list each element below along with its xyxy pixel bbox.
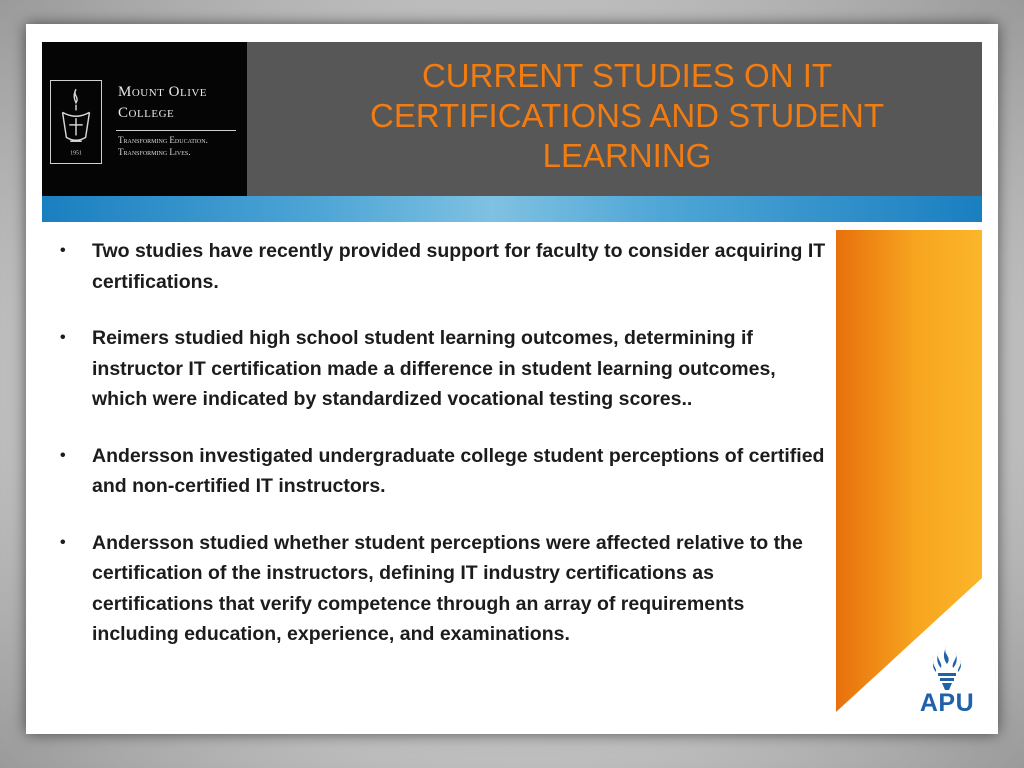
tagline-line-2: Transforming Lives. bbox=[118, 147, 191, 157]
college-name bbox=[118, 82, 240, 124]
bullet-item bbox=[56, 236, 831, 297]
college-name-line-1: Mount Olive bbox=[118, 84, 208, 100]
bullet-text: Two studies have recently provided support for faculty to consider acquiring IT certifications. bbox=[92, 240, 826, 293]
orange-decorative-panel bbox=[836, 230, 982, 712]
blue-accent-bar bbox=[42, 196, 982, 222]
orange-panel-shape bbox=[836, 230, 982, 712]
bullet-text: Reimers studied high school student learning outcomes, determining if instructor IT certification made a difference in student learning outcomes, which were indicated by standardized vocational testing scores.. bbox=[92, 327, 776, 410]
torch-icon bbox=[927, 644, 967, 690]
apu-logo-text: APU bbox=[919, 689, 975, 717]
bullet-marker: • bbox=[60, 533, 66, 551]
bullet-text: Andersson investigated undergraduate college student perceptions of certified and non-certified IT instructors. bbox=[92, 444, 825, 497]
bullet-item bbox=[56, 323, 831, 415]
college-seal-icon bbox=[50, 80, 102, 164]
college-name-line-2: College bbox=[118, 105, 175, 121]
bullet-list bbox=[56, 236, 831, 676]
college-tagline bbox=[118, 134, 242, 158]
mount-olive-college-logo bbox=[42, 42, 247, 196]
apu-logo bbox=[910, 644, 984, 720]
bullet-text: Andersson studied whether student perceptions were affected relative to the certification of the instructors, defining IT industry certifications as certifications that verify competence through an array of requirements including education, experience, and examinations. bbox=[92, 531, 803, 645]
header-bar bbox=[42, 42, 982, 196]
logo-divider bbox=[116, 130, 236, 131]
founded-year: 1951 bbox=[70, 150, 82, 157]
bullet-marker: • bbox=[60, 446, 66, 464]
slide-title: CURRENT STUDIES ON IT CERTIFICATIONS AND STUDENT LEARNING bbox=[370, 57, 884, 174]
tagline-line-1: Transforming Education. bbox=[118, 135, 208, 145]
bullet-item bbox=[56, 528, 831, 650]
bullet-item bbox=[56, 441, 831, 502]
slide bbox=[26, 24, 998, 734]
bullet-marker: • bbox=[60, 329, 66, 346]
bullet-marker: • bbox=[60, 242, 66, 259]
